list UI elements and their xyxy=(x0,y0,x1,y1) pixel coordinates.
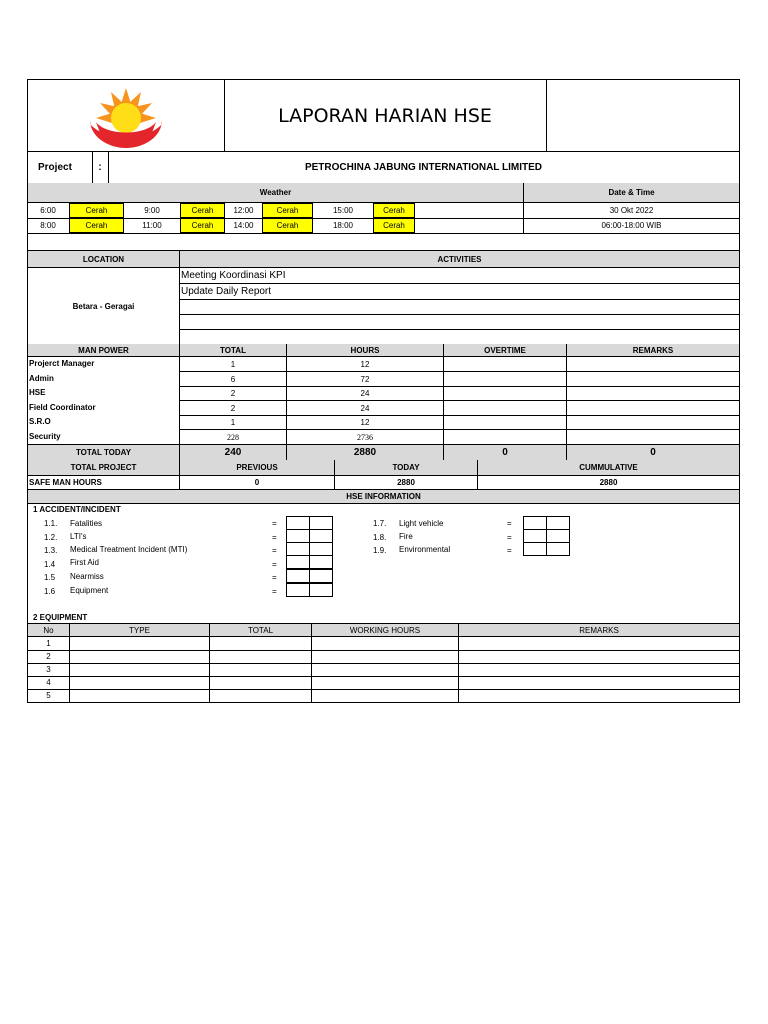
equipment-section-title: 2 EQUIPMENT xyxy=(33,612,88,622)
weather-time: 14:00 xyxy=(233,221,254,230)
manpower-header: MAN POWER xyxy=(28,344,179,356)
equipment-total-header: TOTAL xyxy=(210,624,311,636)
weather-time: 11:00 xyxy=(142,221,162,230)
manpower-role: Projerct Manager xyxy=(29,358,95,368)
item-number: 1.2. xyxy=(44,532,58,542)
activities-header: ACTIVITIES xyxy=(180,251,739,267)
item-number: 1.9. xyxy=(373,545,387,555)
accident-section-title: 1 ACCIDENT/INCIDENT xyxy=(33,504,121,514)
weather-time: 12:00 xyxy=(233,206,254,215)
manpower-hours: 12 xyxy=(360,417,370,427)
remarks-header: REMARKS xyxy=(567,344,739,356)
item-label: Light vehicle xyxy=(399,518,444,528)
logo-cell xyxy=(28,80,224,151)
item-label: Fire xyxy=(399,531,413,541)
safe-man-hours-label: SAFE MAN HOURS xyxy=(29,477,102,487)
weather-condition: Cerah xyxy=(262,203,313,218)
total-hours-value: 2880 xyxy=(287,445,443,460)
datetime-header: Date & Time xyxy=(524,183,739,202)
item-number: 1.4 xyxy=(44,559,56,569)
total-remarks-value: 0 xyxy=(567,445,739,460)
today-header: TODAY xyxy=(335,460,477,475)
item-equals: = xyxy=(272,518,277,528)
manpower-total: 1 xyxy=(230,417,236,427)
activity-item: Update Daily Report xyxy=(181,285,272,297)
item-number: 1.3. xyxy=(44,545,58,555)
weather-time: 18:00 xyxy=(332,221,354,230)
manpower-hours: 72 xyxy=(360,374,370,384)
manpower-role: Security xyxy=(29,431,61,441)
manpower-total: 6 xyxy=(230,374,236,384)
hours-header: HOURS xyxy=(287,344,443,356)
total-today-label: TOTAL TODAY xyxy=(28,445,179,460)
item-number: 1.7. xyxy=(373,518,387,528)
petrochina-logo-icon xyxy=(86,84,166,148)
cumulative-value: 2880 xyxy=(599,477,618,487)
item-label: First Aid xyxy=(70,557,99,567)
equipment-row-number: 3 xyxy=(46,665,51,674)
item-equals: = xyxy=(272,559,277,569)
manpower-total: 2 xyxy=(230,388,236,398)
project-label: Project xyxy=(38,161,72,173)
report-title: LAPORAN HARIAN HSE xyxy=(278,104,492,127)
activity-item: Meeting Koordinasi KPI xyxy=(181,270,286,281)
weather-condition: Cerah xyxy=(373,218,415,233)
equipment-row-number: 2 xyxy=(46,652,51,661)
weather-condition: Cerah xyxy=(262,218,313,233)
today-value: 2880 xyxy=(397,477,415,487)
report-time-range: 06:00-18:00 WIB xyxy=(601,221,662,230)
weather-time: 6:00 xyxy=(40,206,56,215)
activity-item xyxy=(181,299,737,314)
item-label: Fatalities xyxy=(70,518,103,528)
item-number: 1.5 xyxy=(44,572,56,582)
equipment-hours-header: WORKING HOURS xyxy=(312,624,458,636)
item-equals: = xyxy=(507,518,512,528)
overtime-header: OVERTIME xyxy=(444,344,566,356)
weather-time: 8:00 xyxy=(40,221,56,230)
weather-time: 9:00 xyxy=(144,206,160,215)
manpower-hours: 24 xyxy=(360,388,370,398)
manpower-role: S.R.O xyxy=(29,416,51,426)
location-header: LOCATION xyxy=(28,251,179,267)
item-number: 1.1. xyxy=(44,518,58,528)
equipment-row-number: 1 xyxy=(46,639,51,648)
weather-time: 15:00 xyxy=(332,206,354,215)
manpower-hours: 12 xyxy=(360,359,370,369)
activity-item xyxy=(181,314,737,329)
manpower-role: HSE xyxy=(29,387,46,397)
weather-condition: Cerah xyxy=(69,203,124,218)
hse-report-sheet xyxy=(27,79,740,703)
company-name: PETROCHINA JABUNG INTERNATIONAL LIMITED xyxy=(304,161,543,173)
project-colon: : xyxy=(98,161,102,173)
manpower-hours: 24 xyxy=(360,403,370,413)
location-value: Betara - Geragai xyxy=(72,301,135,311)
weather-condition: Cerah xyxy=(69,218,124,233)
item-equals: = xyxy=(272,586,277,596)
item-label: Nearmiss xyxy=(70,571,104,581)
item-label: Equipment xyxy=(70,585,109,595)
item-equals: = xyxy=(272,545,277,555)
manpower-role: Admin xyxy=(29,373,54,383)
report-date: 30 Okt 2022 xyxy=(609,206,654,215)
item-label: Medical Treatment Incident (MTI) xyxy=(70,544,188,554)
equipment-type-header: TYPE xyxy=(70,624,209,636)
item-equals: = xyxy=(507,532,512,542)
previous-header: PREVIOUS xyxy=(180,460,334,475)
equipment-row-number: 5 xyxy=(46,691,51,700)
equipment-remarks-header: REMARKS xyxy=(459,624,739,636)
previous-value: 0 xyxy=(254,477,260,487)
item-equals: = xyxy=(507,545,512,555)
total-project-header: TOTAL PROJECT xyxy=(28,460,179,475)
equipment-row-number: 4 xyxy=(46,678,51,687)
item-number: 1.6 xyxy=(44,586,56,596)
weather-condition: Cerah xyxy=(373,203,415,218)
total-today-value: 240 xyxy=(180,445,286,460)
manpower-hours: 2736 xyxy=(357,432,373,442)
hse-info-header: HSE INFORMATION xyxy=(28,490,739,503)
item-equals: = xyxy=(272,532,277,542)
weather-condition: Cerah xyxy=(180,218,225,233)
total-header: TOTAL xyxy=(180,344,286,356)
item-label: Environmental xyxy=(399,544,451,554)
activity-item xyxy=(181,329,737,344)
weather-condition: Cerah xyxy=(180,203,225,218)
manpower-role: Field Coordinator xyxy=(29,402,96,412)
manpower-total: 2 xyxy=(230,403,236,413)
equipment-no-header: No xyxy=(28,624,69,636)
item-number: 1.8. xyxy=(373,532,387,542)
total-overtime-value: 0 xyxy=(444,445,566,460)
weather-header: Weather xyxy=(28,183,523,202)
item-label: LTI's xyxy=(70,531,87,541)
manpower-total: 228 xyxy=(227,432,239,442)
manpower-total: 1 xyxy=(230,359,236,369)
cumulative-header: CUMMULATIVE xyxy=(478,460,739,475)
item-equals: = xyxy=(272,572,277,582)
